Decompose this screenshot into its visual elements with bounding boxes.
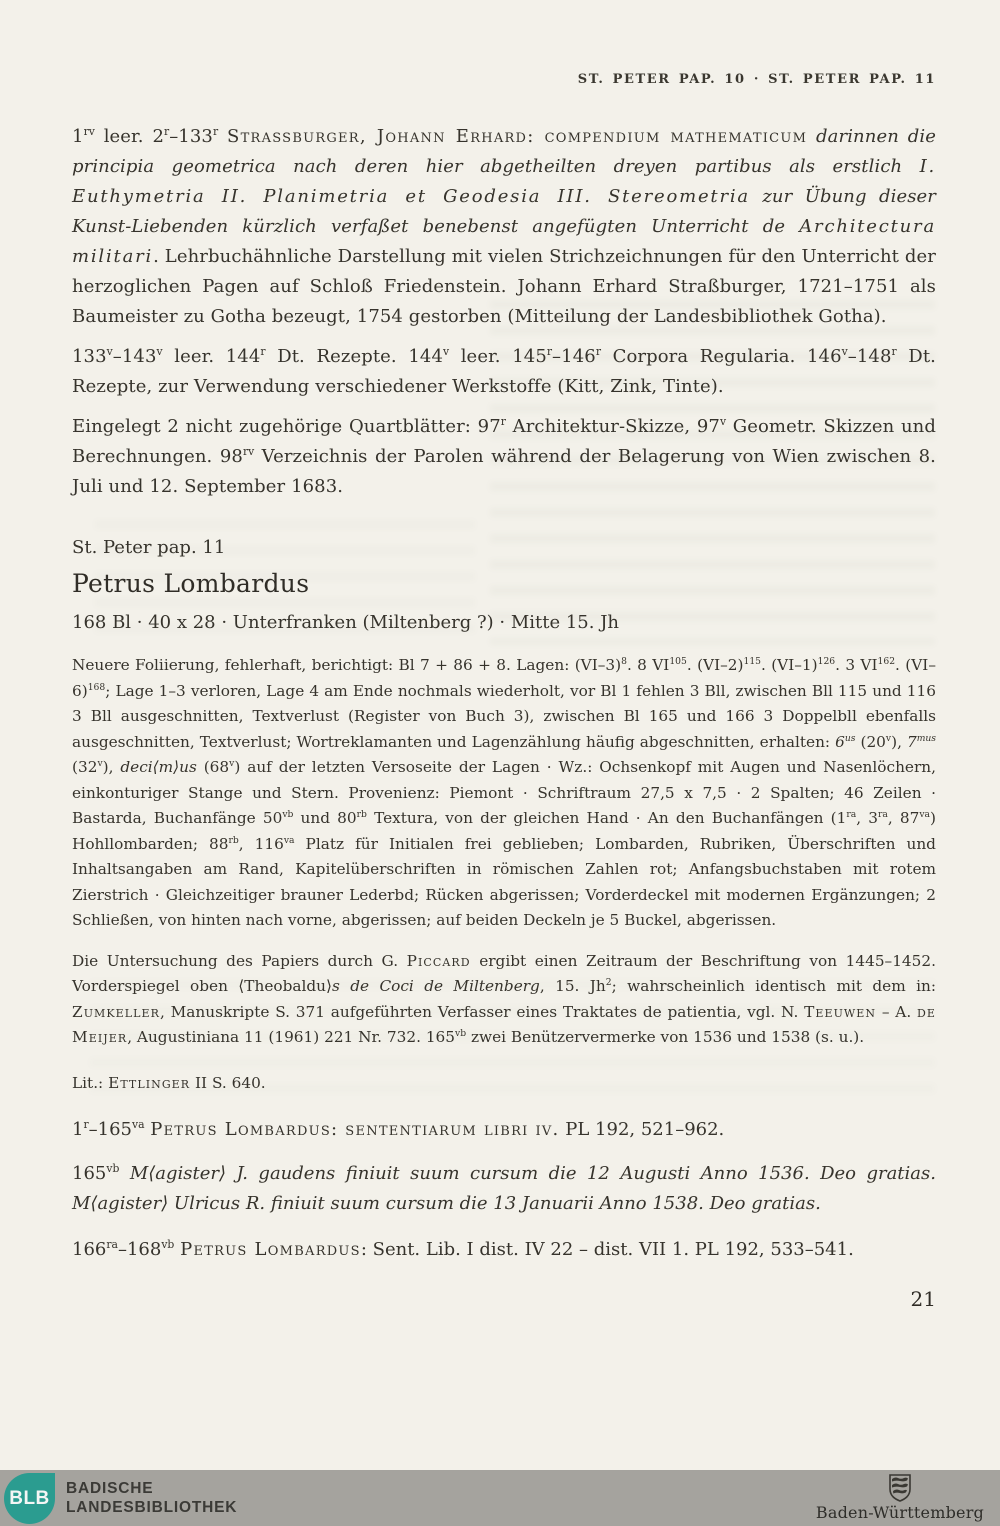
- blb-logo: [4, 1473, 55, 1524]
- entry11-codicological-description: Neuere Foliierung, fehlerhaft, berichtigt: Bl 7 + 86 + 8. Lagen: $(VI-3)^8$. 8 VI$^{105}$. $(VI-2)^{115}$. $(VI-1)^{126}$. 3 VI$^{162}$. $(VI-6)^{168}$; Lage 1–3 verloren, Lage 4 am Ende nochmals wiederholt, vor Bl 1 fehlen 3 Bll, zwischen Bll 115 und 116 3 Bll ausgeschnitten, Textverlust (Register von Buch 3), zwischen Bl 165 und 166 3 Doppelbll ebenfalls ausgeschnitten, Textverlust; Wortreklamanten und Lagenzählung häufig abgeschnitten, erhalten: $6^{us}$ (20$^v$), $7^{mus}$ (32$^v$), deci⟨m⟩us (68$^v$) auf der letzten Versoseite der Lagen · Wz.: Ochsenkopf mit Augen und Nasenlöchern, einkonturiger Stange und Stern. Provenienz: Piemont · Schriftraum 27,5 x 7,5 · 2 Spalten; 46 Zeilen · Bastarda, Buchanfänge $50^{vb}$ und $80^{rb}$ Textura, von der gleichen Hand · An den Buchanfängen ($1^{ra}$, $3^{ra}$, $87^{va}$) Hohllombarden; $88^{rb}$, $116^{va}$ Platz für Initialen frei geblieben; Lombarden, Rubriken, Überschriften und Inhaltsangaben am Rand, Kapitelüberschriften in römischen Zahlen rot; Anfangsbuchstaben mit rotem Zierstrich · Gleichzeitiger brauner Lederbd; Rücken abgerissen; Vorderdeckel mit modernen Ergänzungen; 2 Schließen, von hinten nach vorne, abgerissen; auf beiden Deckeln je 5 Buckel, abgerissen.: [72, 655, 937, 929]
- page-number: 21: [910, 1287, 936, 1311]
- library-name: [66, 1479, 237, 1517]
- running-head: ST. PETER PAP. 10 · ST. PETER PAP. 11: [577, 72, 936, 87]
- entry11-content-item: $165^{vb}$ M⟨agister⟩ J. gaudens finiuit suum cursum die 12 Augusti Anno 1536. Deo gratias. M⟨agister⟩ Ulricus R. finiuit suum cursum die 13 Januarii Anno 1538. Deo gratias.: [72, 1162, 936, 1214]
- library-name-line2: LANDESBIBLIOTHEK: [66, 1499, 238, 1516]
- entry10-inserts-paragraph: Eingelegt 2 nicht zugehörige Quartblätter: 97$^r$ Architektur-Skizze, 97$^v$ Geometr. Skizzen und Berechnungen. $98^{rv}$ Verzeichnis der Parolen während der Belagerung von Wien zwischen 8. Juli und 12. September 1683.: [72, 415, 936, 497]
- entry10-folios-paragraph: 133$^v$–143$^v$ leer. 144$^r$ Dt. Rezepte. 144$^v$ leer. 145$^r$–146$^r$ Corpora Regularia. 146$^v$–148$^r$ Dt. Rezepte, zur Verwendung verschiedener Werkstoffe (Kitt, Zink, Tinte).: [72, 345, 936, 397]
- entry11-content-item: $166^{ra}-168^{vb}$ Petrus Lombardus: Sent. Lib. I dist. IV 22 – dist. VII 1. PL 192, 533–541.: [72, 1238, 854, 1260]
- library-footer-bar: [0, 1470, 1000, 1526]
- baden-wuerttemberg-coat-of-arms-icon: [888, 1474, 912, 1502]
- state-name: Baden-Württemberg: [815, 1503, 984, 1522]
- entry11-literature-line: Lit.: Ettlinger II S. 640.: [72, 1073, 266, 1092]
- entry11-shelfmark: St. Peter pap. 11: [72, 537, 226, 558]
- library-name-line1: BADISCHE: [66, 1480, 154, 1497]
- entry11-content-item: $1^r-165^{va}$ Petrus Lombardus: sententiarum libri iv. PL 192, 521–962.: [72, 1118, 725, 1140]
- entry11-title: Petrus Lombardus: [72, 569, 310, 598]
- entry11-physical-summary: 168 Bl · 40 x 28 · Unterfranken (Miltenberg ?) · Mitte 15. Jh: [72, 612, 620, 633]
- blb-logo-text: BLB: [9, 1487, 50, 1509]
- entry11-provenance-paragraph: Die Untersuchung des Papiers durch G. Piccard ergibt einen Zeitraum der Beschriftung von 1445–1452. Vorderspiegel oben ⟨Theobaldu⟩s de Coci de Miltenberg, 15. Jh$^2$; wahrscheinlich identisch mit dem in: Zumkeller, Manuskripte S. 371 aufgeführten Verfasser eines Traktates de patientia, vgl. N. Teeuwen – A. de Meijer, Augustiniana 11 (1961) 221 Nr. 732. $165^{vb}$ zwei Benützervermerke von 1536 und 1538 (s. u.).: [72, 951, 936, 1046]
- entry10-text-paragraph: $1^{rv}$ leer. 2$^r$–133$^r$ Strassburger, Johann Erhard: compendium mathematicum darinnen die principia geometrica nach deren hier abgetheilten dreyen partibus als erstlich I. Euthymetria II. Planimetria et Geodesia III. Stereometria zur Übung dieser Kunst-Liebenden kürzlich verfaßet benebenst angefügten Unterricht de Architectura militari. Lehrbuchähnliche Darstellung mit vielen Strichzeichnungen für den Unterricht der herzoglichen Pagen auf Schloß Friedenstein. Johann Erhard Straßburger, 1721–1751 als Baumeister zu Gotha bezeugt, 1754 gestorben (Mitteilung der Landesbibliothek Gotha).: [72, 125, 937, 327]
- state-identity: [816, 1474, 984, 1522]
